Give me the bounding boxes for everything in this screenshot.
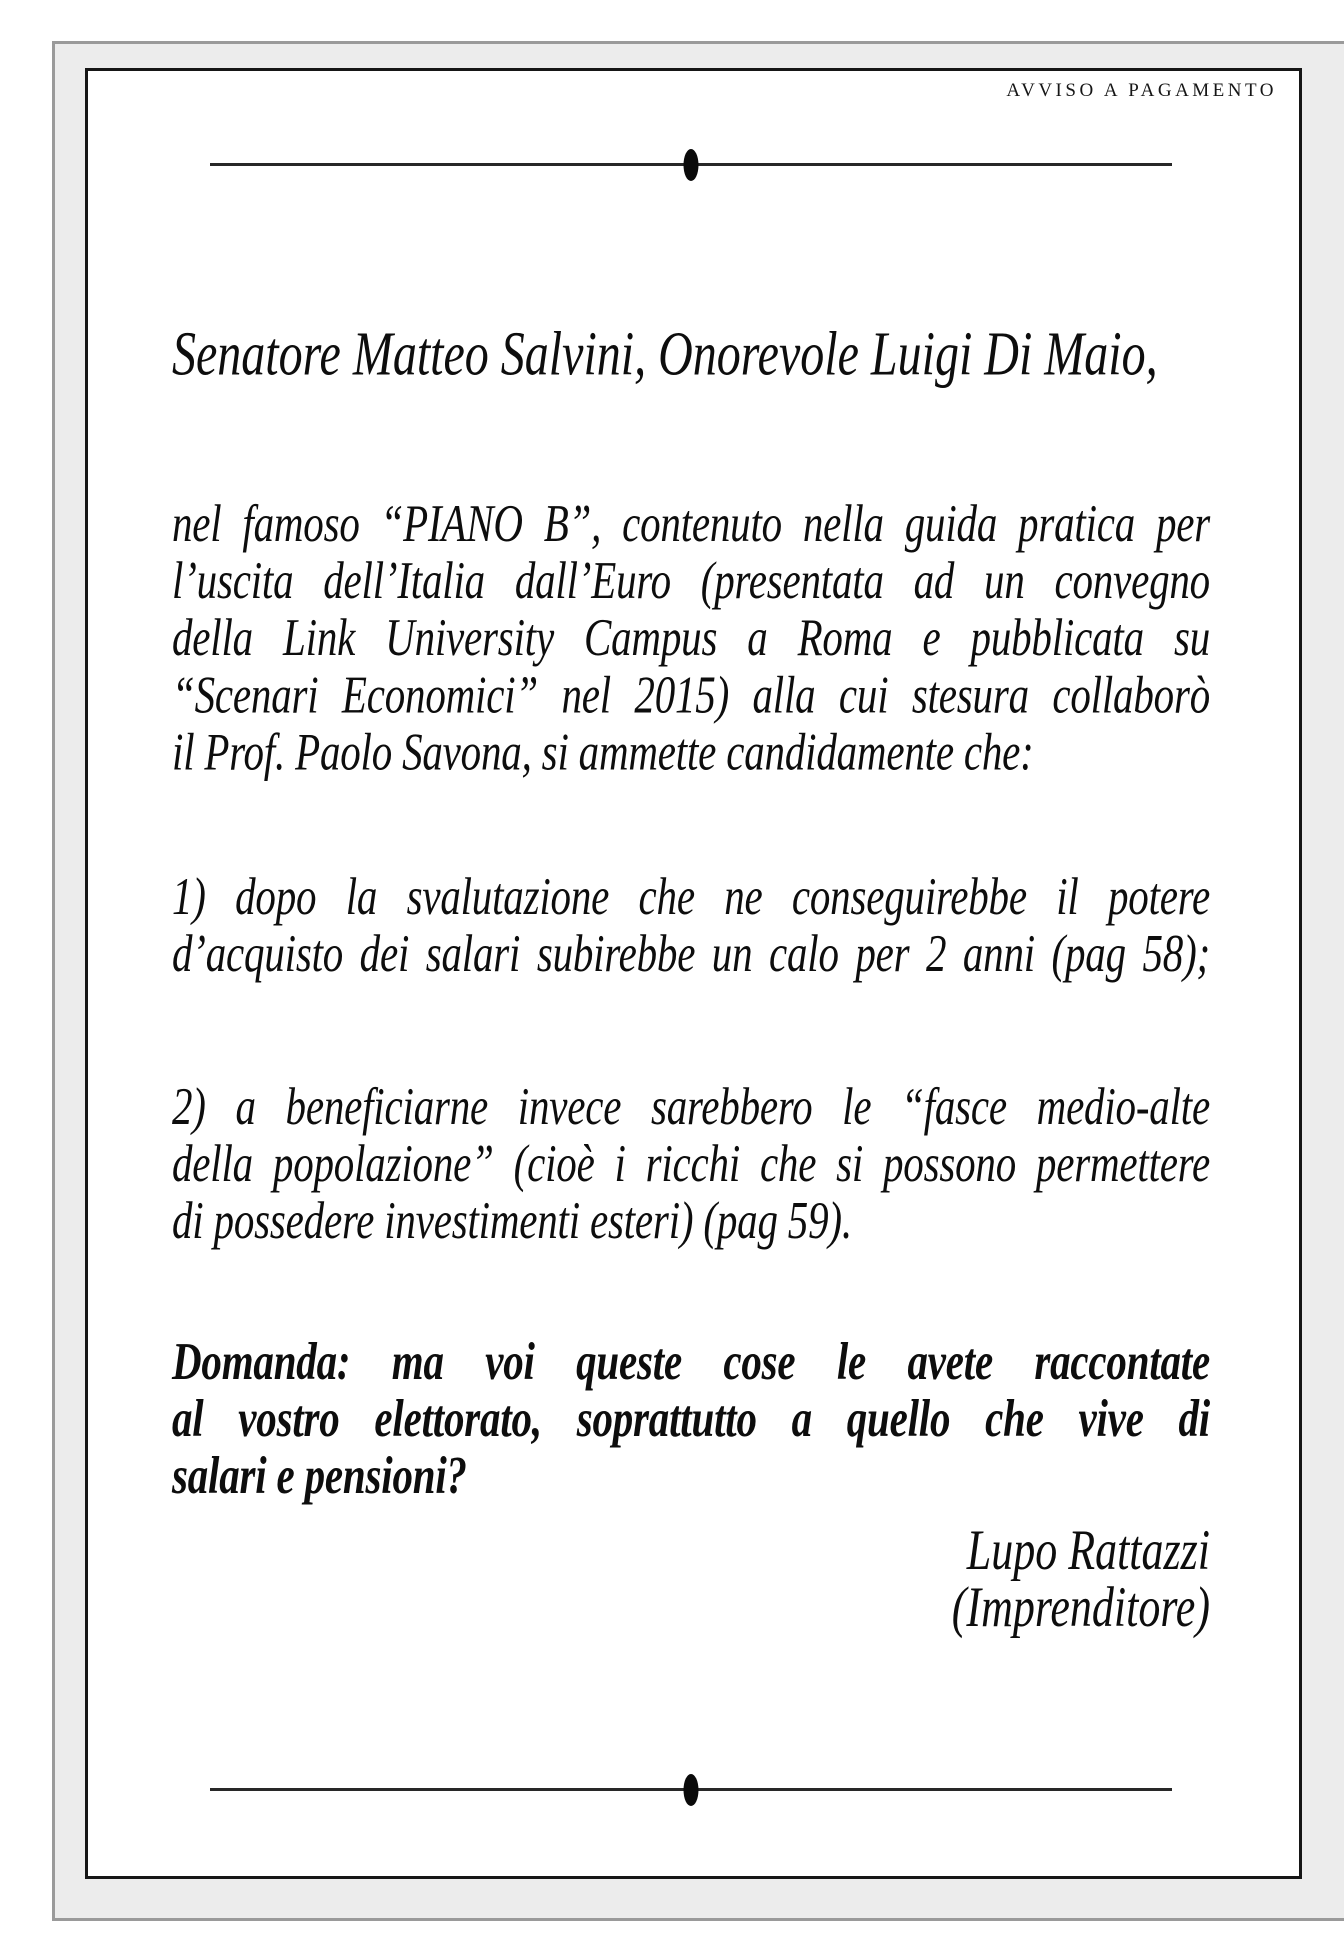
text-line: della Link University Campus a Roma e pubblicata su	[172, 607, 1210, 667]
text-line: l’uscita dell’Italia dall’Euro (presentata ad un convegno	[172, 549, 1210, 610]
text-line: d’acquisto dei salari subirebbe un calo per 2 anni (pag 58);	[172, 922, 1210, 983]
signature-title: (Imprenditore)	[951, 1575, 1210, 1639]
salutation-heading: Senatore Matteo Salvini, Onorevole Luigi Di Maio,	[172, 319, 1158, 389]
question-paragraph	[172, 1332, 1210, 1504]
text-line: al vostro elettorato, soprattutto a quello che vive di	[172, 1387, 1210, 1448]
paid-notice-label: AVVISO A PAGAMENTO	[1006, 80, 1277, 101]
divider-dot-icon	[684, 149, 699, 181]
text-line: 1) dopo la svalutazione che ne conseguirebbe il potere	[172, 865, 1210, 926]
text-line: il Prof. Paolo Savona, si ammette candidamente che:	[172, 721, 1034, 782]
point-2-paragraph	[172, 1077, 1210, 1249]
text-line: della popolazione” (cioè i ricchi che si possono permettere	[172, 1132, 1210, 1193]
text-line: salari e pensioni?	[172, 1445, 467, 1505]
text-line: “Scenari Economici” nel 2015) alla cui stesura collaborò	[172, 664, 1210, 725]
signature-block	[172, 1518, 1210, 1639]
top-divider	[210, 163, 1172, 166]
text-line: Domanda: ma voi queste cose le avete raccontate	[172, 1330, 1210, 1391]
bottom-divider	[210, 1788, 1172, 1791]
text-line: di possedere investimenti esteri) (pag 59).	[172, 1190, 852, 1250]
intro-paragraph	[172, 494, 1210, 780]
signature-name: Lupo Rattazzi	[966, 1518, 1210, 1582]
text-line: nel famoso “PIANO B”, contenuto nella guida pratica per	[172, 492, 1210, 553]
point-1-paragraph	[172, 867, 1210, 981]
divider-dot-icon	[684, 1774, 699, 1806]
text-line: 2) a beneficiarne invece sarebbero le “fasce medio-alte	[172, 1075, 1210, 1136]
ad-border-box	[85, 68, 1302, 1879]
